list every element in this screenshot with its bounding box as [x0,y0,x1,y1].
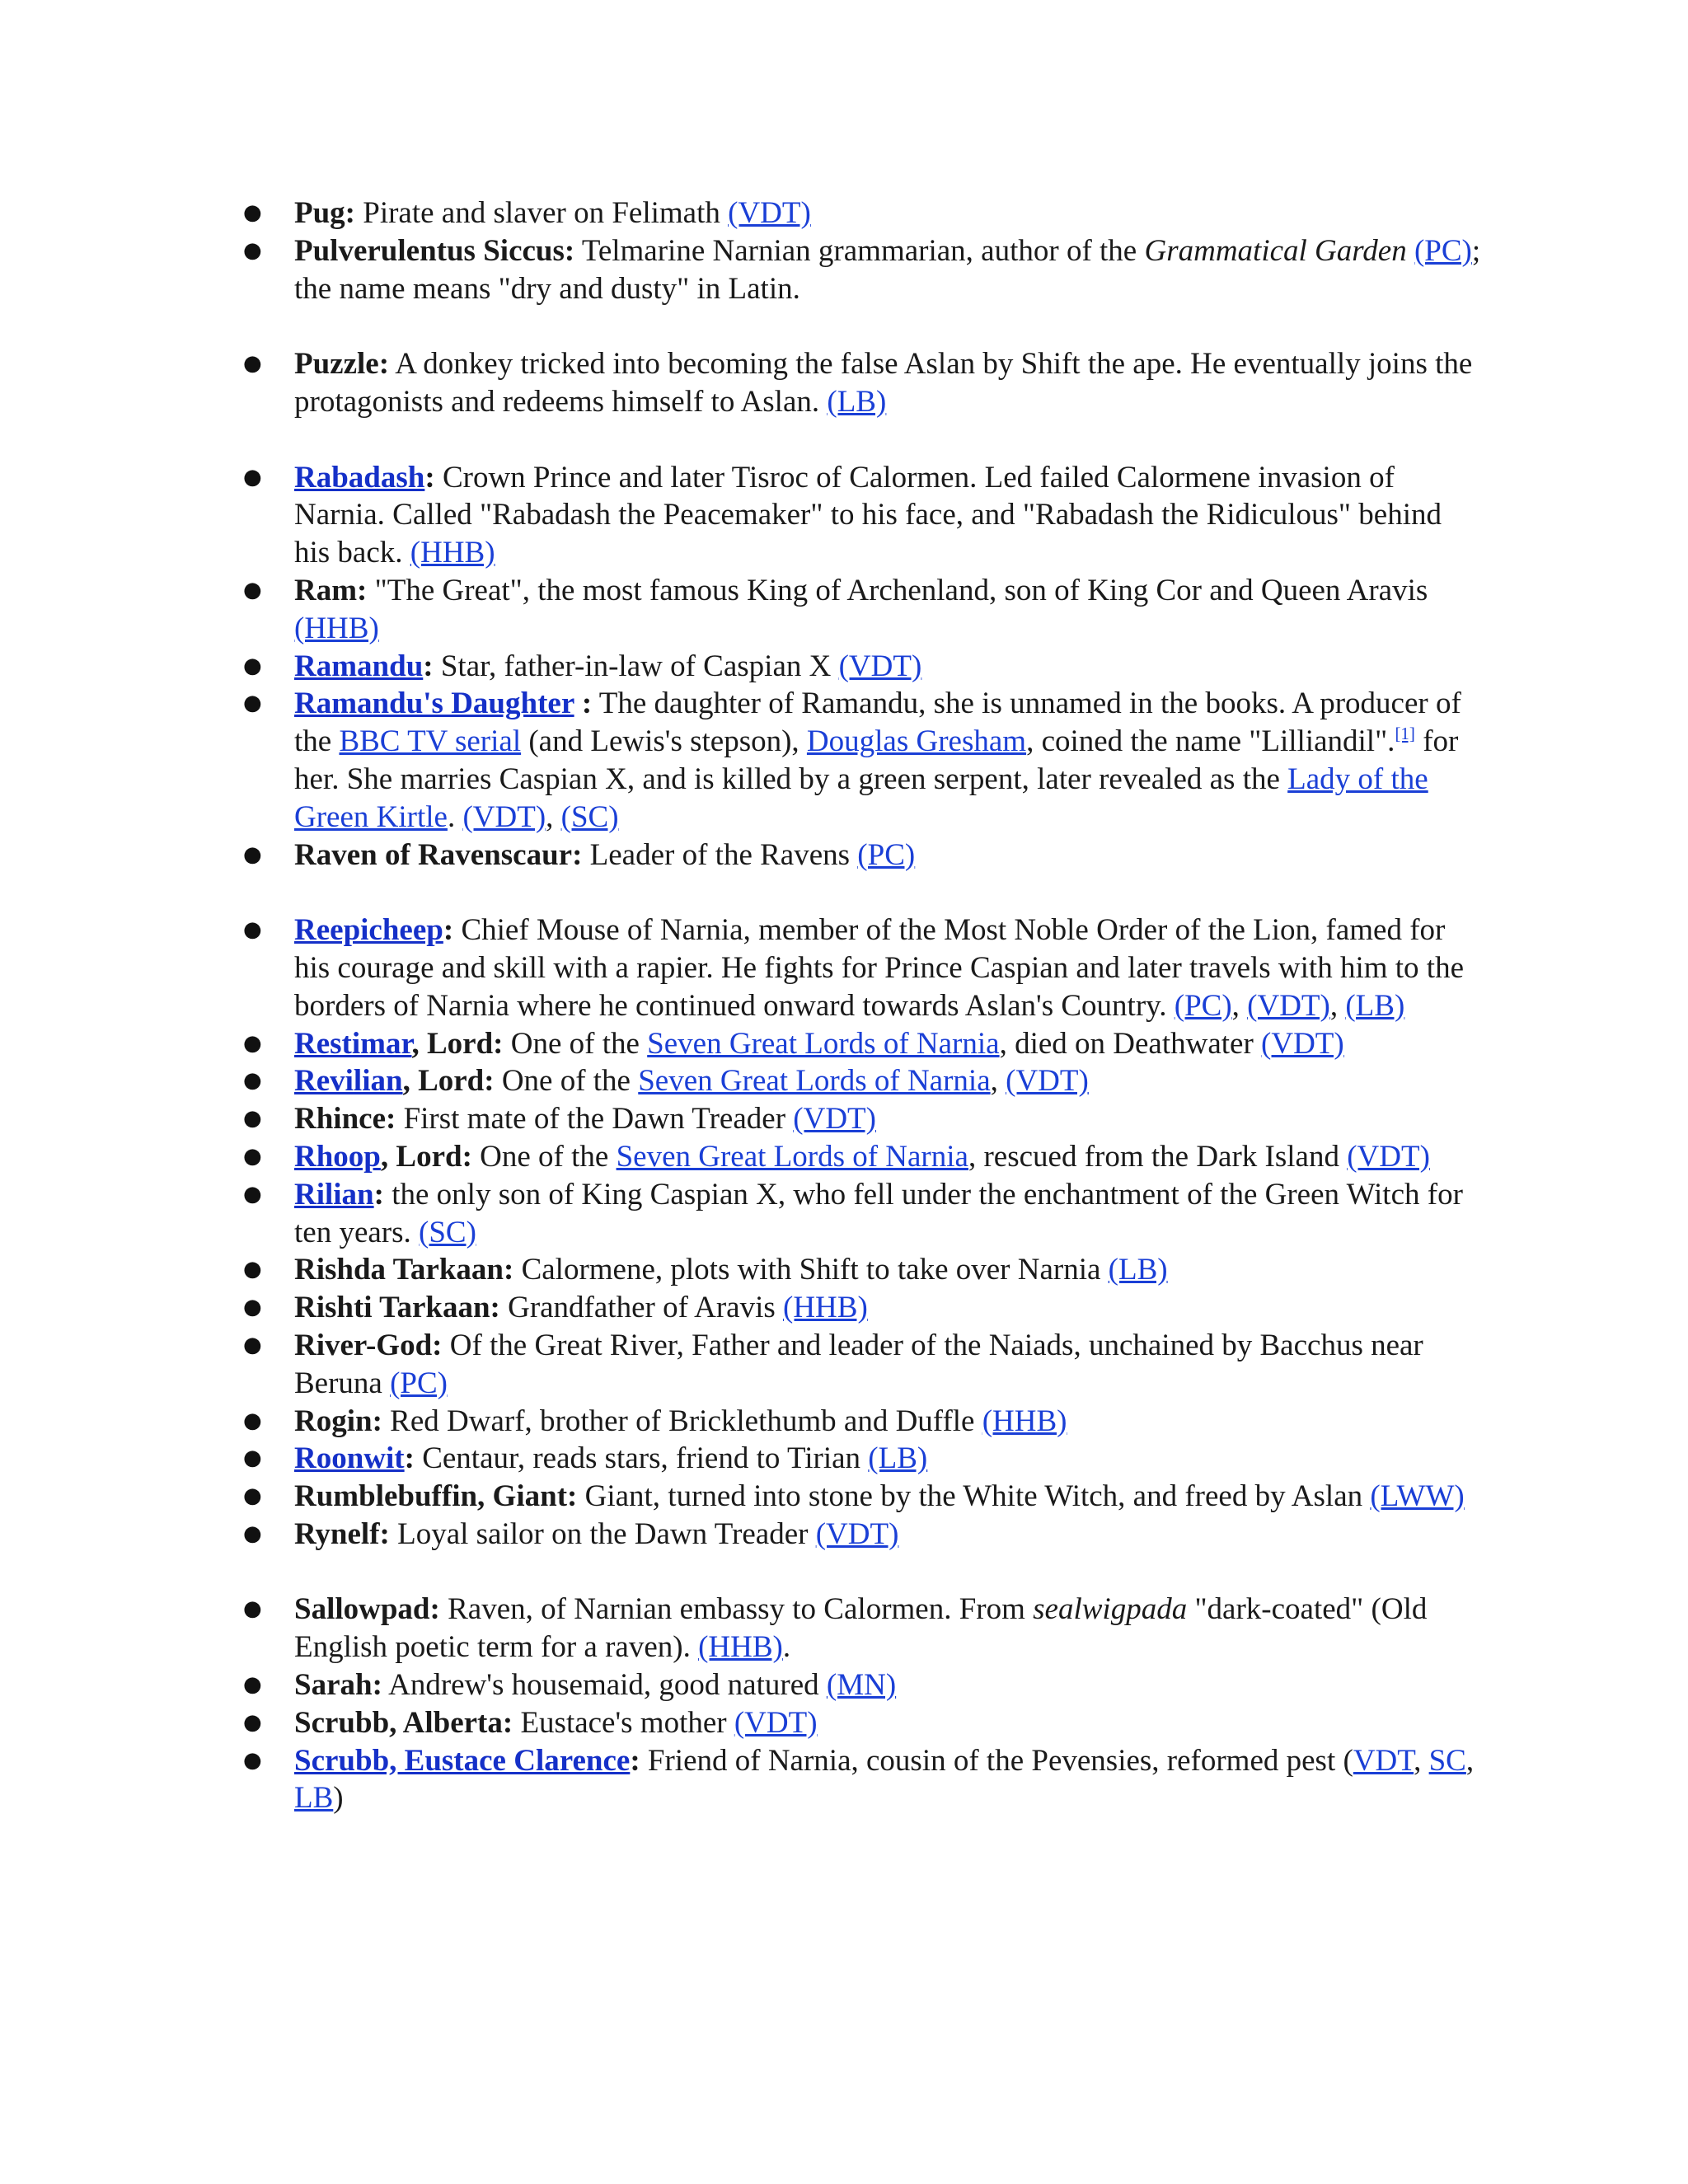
bullet: ● [243,1483,262,1509]
entry-text: Raven, of Narnian embassy to Calormen. From [448,1592,1025,1627]
book-ref-link[interactable]: (VDT) [838,649,922,683]
bullet: ● [243,200,262,225]
book-ref-link[interactable]: (LB) [1345,988,1405,1023]
bullet: ● [243,1257,262,1282]
book-ref-link[interactable]: (VDT) [1347,1139,1430,1174]
entry-name: Pug: [294,196,355,230]
bullet: ● [243,1672,262,1698]
entry-colon: : [423,649,434,683]
book-ref-link[interactable]: (HHB) [783,1291,868,1325]
entry-name-link[interactable]: Restimar [294,1026,412,1061]
bullet: ● [243,1446,262,1471]
book-title: Grammatical Garden [1144,233,1407,268]
list-item: ● Ramandu's Daughter : The daughter of Ramandu, she is unnamed in the books. A producer of the BBC TV serial (and Lewis's stepson), Douglas Gresham, coined the name "Lilliandil".[1] for her. She marries Caspian X, and is killed by a green serpent, later revealed as the Lady of the Green Kirtle. (VDT), (SC) [243,687,1461,834]
entry-text: "dark-coated" (Old English poetic term for a raven). [294,1592,1428,1665]
book-ref-link[interactable]: SC [1428,1743,1466,1778]
book-ref-link[interactable]: (LB) [827,384,887,419]
entry-name-link[interactable]: Scrubb, Eustace Clarence [294,1743,631,1778]
entry-text: Of the Great River, Father and leader of the Naiads, unchained by Bacchus near Beruna [294,1328,1423,1400]
list-item [243,1138,1481,1176]
entry-suffix: , Lord: [411,1026,504,1061]
list-item [243,1327,1481,1403]
entry-text: Grandfather of Aravis [508,1291,776,1325]
bullet: ● [243,577,262,602]
list-item [243,345,1481,421]
book-ref-link[interactable]: (VDT) [462,799,546,834]
entry-name: Sallowpad: [294,1592,440,1627]
list-item [243,459,1481,572]
list-item [243,837,1481,874]
entry-text: One of the [501,1064,631,1099]
bullet: ● [243,917,262,943]
list-item [243,1289,1481,1327]
entry-text: the only son of King Caspian X, who fell under the enchantment of the Green Witch for ten years. [294,1177,1463,1249]
book-ref-link[interactable]: (VDT) [1261,1026,1344,1061]
entry-text: Red Dwarf, brother of Bricklethumb and Duffle [390,1404,975,1438]
list-item [243,1440,1481,1478]
bullet: ● [243,1709,262,1735]
entry-name-link[interactable]: Rabadash [294,460,425,494]
book-ref-link[interactable]: (LB) [1108,1253,1168,1287]
entry-text: , died on Deathwater [999,1026,1254,1061]
entry-text: The daughter of Ramandu, she is unnamed in the books. A producer of the [294,687,1461,759]
book-ref-link[interactable]: (HHB) [982,1404,1067,1438]
bullet: ● [243,1106,262,1132]
entry-name: Puzzle: [294,347,390,382]
paren-close: ) [333,1781,344,1816]
book-ref-link[interactable]: (LB) [868,1441,928,1476]
bullet: ● [243,1408,262,1433]
list-item [243,1403,1481,1441]
footnote [1395,724,1415,743]
entry-name: Raven of Ravenscaur: [294,837,583,872]
entry-name-link[interactable]: Revilian [294,1064,403,1099]
seven-great-lords-link[interactable]: Seven Great Lords of Narnia [647,1026,1000,1061]
entry-text: . [447,799,456,834]
entry-text: , rescued from the Dark Island [968,1139,1339,1174]
book-ref-link[interactable]: (VDT) [815,1516,899,1551]
douglas-gresham-link[interactable]: Douglas Gresham [806,724,1027,759]
seven-great-lords-link[interactable]: Seven Great Lords of Narnia [616,1139,968,1174]
entry-name-link[interactable]: Ramandu [294,649,424,683]
entry-colon: : [630,1743,640,1778]
entry-colon: : [373,1177,384,1212]
list-item [243,1251,1481,1289]
paren-open: ( [1343,1743,1353,1778]
list-item [243,1591,1481,1666]
entry-text: Crown Prince and later Tisroc of Calormen. Led failed Calormene invasion of Narnia. Called "Rabadash the Peacemaker" to his face, and "Rabadash the Ridiculous" behind his back. [294,460,1442,570]
bullet: ● [243,841,262,867]
entry-text: (and Lewis's stepson), [528,724,799,759]
entry-name: Rishti Tarkaan: [294,1291,500,1325]
book-ref-link[interactable]: (PC) [1174,988,1232,1023]
list-item [243,232,1481,308]
entry-name-link[interactable]: Rhoop [294,1139,381,1174]
entry-name: Rhince: [294,1102,396,1137]
entry-name: River-God: [294,1328,443,1362]
entry-text: Calormene, plots with Shift to take over Narnia [521,1253,1101,1287]
entry-text: , coined the name "Lilliandil". [1026,724,1395,759]
bullet: ● [243,1747,262,1773]
entry-suffix: , Lord: [380,1139,472,1174]
bullet: ● [243,351,262,377]
character-list [243,194,1481,1817]
entry-text: . [782,1630,791,1665]
entry-name: Pulverulentus Siccus: [294,233,575,268]
entry-colon: : [404,1441,415,1476]
seven-great-lords-link[interactable]: Seven Great Lords of Narnia [638,1064,991,1099]
entry-name: Rumblebuffin, Giant: [294,1479,578,1514]
book-ref-link[interactable]: (HHB) [698,1630,783,1665]
book-ref-link[interactable]: (PC) [390,1366,448,1400]
entry-name: Rogin: [294,1404,382,1438]
entry-name-link[interactable]: Roonwit [294,1441,405,1476]
list-item [243,1025,1481,1063]
entry-text: for her. She marries Caspian X, and is killed by a green serpent, later revealed as the [294,724,1459,796]
entry-text: Loyal sailor on the Dawn Treader [397,1516,809,1551]
book-ref-link[interactable]: (PC) [1414,233,1472,268]
book-ref-link[interactable]: (VDT) [734,1705,818,1740]
bullet: ● [243,1068,262,1094]
old-english-term: sealwigpada [1033,1592,1188,1627]
entry-text: , [990,1064,998,1099]
bullet: ● [243,1143,262,1169]
list-item: ● Scrubb, Eustace Clarence: Friend of Narnia, cousin of the Pevensies, reformed pest (VDT, SC, LB) [243,1743,1475,1816]
entry-text: Pirate and slaver on Felimath [363,196,720,230]
footnote-link[interactable]: [1] [1395,724,1415,744]
list-item [243,1516,1481,1554]
bullet: ● [243,464,262,490]
entry-text: Telmarine Narnian grammarian, author of the [581,233,1137,268]
list-item [243,194,1481,232]
bullet: ● [243,1332,262,1357]
entry-text: Giant, turned into stone by the White Witch, and freed by Aslan [584,1479,1363,1514]
list-item [243,1176,1481,1252]
list-item [243,648,1481,686]
book-ref-link[interactable]: VDT [1353,1743,1414,1778]
entry-name: Rynelf: [294,1516,390,1551]
bullet: ● [243,1295,262,1320]
list-item: ● Reepicheep: Chief Mouse of Narnia, member of the Most Noble Order of the Lion, famed for his courage and skill with a rapier. He fights for Prince Caspian and later travels with him to the borders of Narnia where he continued onward towards Aslan's Country. (PC), (VDT), (LB) [243,913,1464,1023]
entry-colon: : [424,460,435,494]
entry-text: First mate of the Dawn Treader [403,1102,786,1137]
lady-green-kirtle-link[interactable]: Lady of the Green Kirtle [294,762,1428,834]
list-item [243,572,1481,648]
entry-name: Scrubb, Alberta: [294,1705,513,1740]
entry-text: A donkey tricked into becoming the false Aslan by Shift the ape. He eventually joins the protagonists and redeems himself to Aslan. [294,347,1473,419]
entry-colon: : [574,687,593,721]
bullet: ● [243,691,262,716]
book-ref-link[interactable]: (LWW) [1370,1479,1465,1514]
entry-text: Eustace's mother [520,1705,727,1740]
entry-text: ; the name means "dry and dusty" in Latin. [294,233,1481,306]
bullet: ● [243,237,262,263]
entry-text: Centaur, reads stars, friend to Tirian [422,1441,861,1476]
entry-suffix: , Lord: [402,1064,495,1099]
book-ref-link[interactable]: (VDT) [793,1102,876,1137]
book-ref-link[interactable]: (VDT) [728,196,811,230]
entry-name: Rishda Tarkaan: [294,1253,514,1287]
entry-text: Leader of the Ravens [589,837,851,872]
entry-name-link[interactable]: Reepicheep [294,913,443,948]
book-ref-link[interactable]: (HHB) [410,536,495,570]
book-ref-link[interactable]: (HHB) [294,611,379,645]
bbc-tv-serial-link[interactable]: BBC TV serial [339,724,522,759]
book-ref-link[interactable]: (SC) [419,1215,476,1249]
bullet: ● [243,1030,262,1056]
entry-text: One of the [510,1026,640,1061]
book-ref-link[interactable]: (VDT) [1247,988,1330,1023]
bullet: ● [243,1521,262,1546]
entry-colon: : [443,913,454,948]
list-item [243,1666,1481,1704]
entry-text: Star, father-in-law of Caspian X [440,649,832,683]
entry-name-link[interactable]: Ramandu's Daughter [294,687,574,721]
book-ref-link[interactable]: LB [294,1781,334,1816]
entry-name-link[interactable]: Rilian [294,1177,374,1212]
entry-name: Sarah: [294,1668,382,1703]
list-item [243,1478,1481,1516]
entry-name: Ram: [294,573,368,607]
bullet: ● [243,653,262,678]
entry-text: One of the [480,1139,609,1174]
bullet: ● [243,1181,262,1207]
entry-text: Andrew's housemaid, good natured [388,1668,819,1703]
entry-text: "The Great", the most famous King of Archenland, son of King Cor and Queen Aravis [374,573,1428,607]
book-ref-link[interactable]: (SC) [560,799,619,834]
book-ref-link[interactable]: (PC) [857,837,916,872]
book-ref-link[interactable]: (MN) [826,1668,897,1703]
list-item [243,1704,1481,1742]
list-item [243,1062,1481,1100]
entry-text: Friend of Narnia, cousin of the Pevensies, reformed pest [647,1743,1336,1778]
book-ref-link[interactable]: (VDT) [1006,1064,1089,1099]
list-item [243,1100,1481,1138]
entry-text: Chief Mouse of Narnia, member of the Most Noble Order of the Lion, famed for his courage and skill with a rapier. He fights for Prince Caspian and later travels with him to the borders of Narnia where he continued onward towards Aslan's Country. [294,913,1464,1023]
bullet: ● [243,1596,262,1622]
